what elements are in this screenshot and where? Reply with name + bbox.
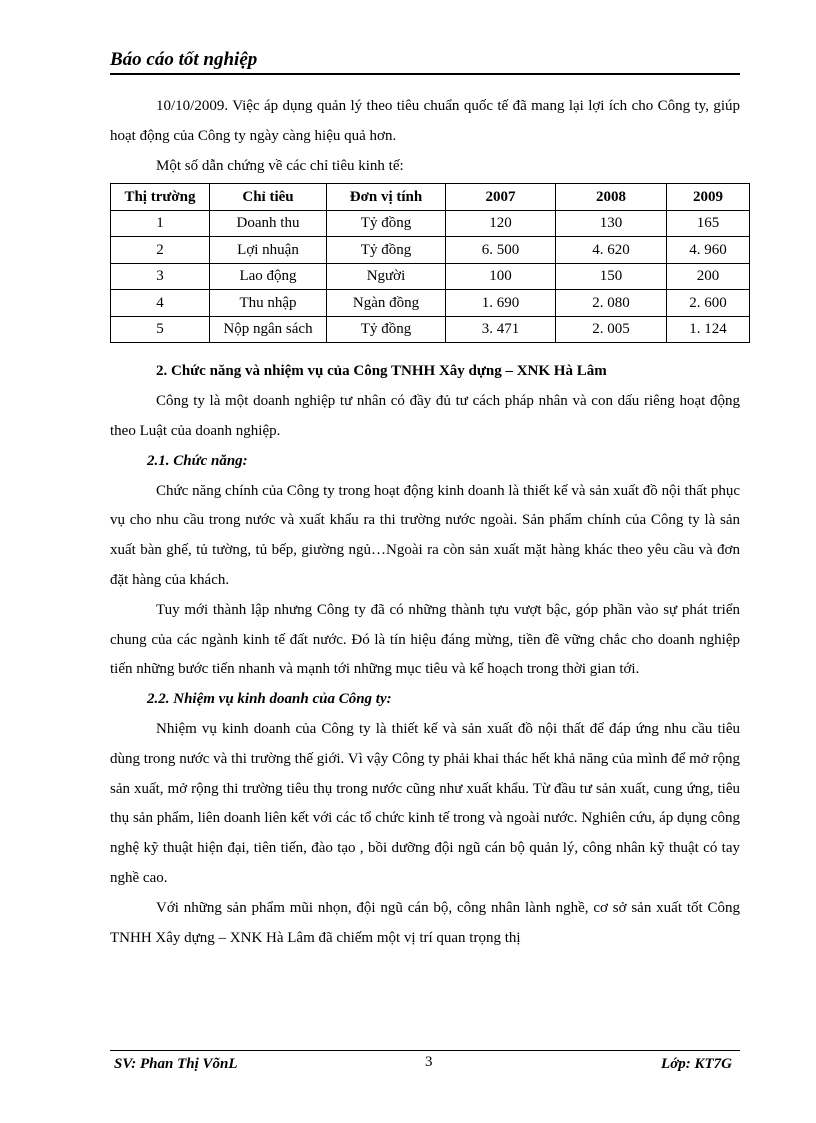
subsection-2-2-heading: 2.2. Nhiệm vụ kinh doanh của Công ty: [147,691,392,708]
section-2-heading: 2. Chức năng và nhiệm vụ của Công TNHH Xây dựng – XNK Hà Lâm [156,363,607,380]
header-title: Báo cáo tốt nghiệp [110,49,258,70]
footer-class: Lớp: KT7G [661,1056,732,1072]
table-cell: 165 [667,210,750,237]
footer-rule [110,1050,740,1051]
table-row [111,290,750,317]
table-cell: Tỷ đồng [327,210,446,237]
table-cell: Tỷ đồng [327,237,446,264]
evidence-intro: Một số dẫn chứng về các chỉ tiêu kinh tế: [156,157,404,174]
subsection-2-2-paragraph: Nhiệm vụ kinh doanh của Công ty là thiết kế và sản xuất đồ nội thất để đáp ứng nhu cầu tiêu dùng trong nước và thi trường thế giới. Vì vậy Công ty phải khai thác hết khả năng của mình để mở rộng sản xuất, mở rộng thi trường tiêu thụ trong nước cũng như xuất khẩu. Từ đầu tư sản xuất, cung ứng, tiêu thụ sản phẩm, liên doanh liên kết với các tổ chức kinh tế trong và ngoài nước. Nghiên cứu, áp dụng công nghệ kỹ thuật hiện đại, tiên tiến, đào tạo , bồi dưỡng đội ngũ cán bộ quản lý, công nhân kỹ thuật có tay nghề cao. [110,720,740,886]
table-header-row [111,184,750,211]
economic-indicators-table [110,183,750,343]
header-cell: Thị trường [111,184,210,211]
table-cell: 200 [667,263,750,290]
table-cell: 3 [111,263,210,290]
subsection-2-2-paragraph: Với những sản phẩm mũi nhọn, đội ngũ cán bộ, công nhân lành nghề, cơ sở sản xuất tốt Công TNHH Xây dựng – XNK Hà Lâm đã chiếm một vị trí quan trọng thị [110,899,740,946]
header-rule [110,73,740,75]
table-cell: 100 [446,263,556,290]
header-cell: 2007 [446,184,556,211]
table-cell: 4. 620 [556,237,667,264]
table-cell: 2. 080 [556,290,667,317]
table-cell: 3. 471 [446,316,556,343]
table-cell: Người [327,263,446,290]
table-cell: 150 [556,263,667,290]
table-cell: 120 [446,210,556,237]
table-cell: Nộp ngân sách [210,316,327,343]
table-cell: 2 [111,237,210,264]
table-cell: 4. 960 [667,237,750,264]
table-row [111,237,750,264]
table-cell: 1 [111,210,210,237]
table-cell: 4 [111,290,210,317]
header-cell: 2009 [667,184,750,211]
table-cell: Lao động [210,263,327,290]
page-number: 3 [425,1054,433,1070]
header-cell: 2008 [556,184,667,211]
table-cell: Doanh thu [210,210,327,237]
subsection-2-1-paragraph: Tuy mới thành lập nhưng Công ty đã có những thành tựu vượt bậc, góp phần vào sự phát triển chung của các ngành kinh tế đất nước. Đó là tín hiệu đáng mừng, tiền đề vững chắc cho doanh nghiệp tiến những bước tiến nhanh và mạnh tới những mục tiêu và kế hoạch trong thời gian tới. [110,601,740,678]
subsection-2-1-paragraph: Chức năng chính của Công ty trong hoạt động kinh doanh là thiết kế và sản xuất đồ nội thất phục vụ cho nhu cầu trong nước và xuất khẩu ra thi trường nước ngoài. Sản phẩm chính của Công ty là sản xuất bàn ghế, tủ tường, tủ bếp, giường ngủ…Ngoài ra còn sản xuất mặt hàng khác theo yêu cầu và đơn đặt hàng của khách. [110,482,740,588]
table-cell: 1. 690 [446,290,556,317]
table-cell: Ngàn đồng [327,290,446,317]
table-cell: Lợi nhuận [210,237,327,264]
footer-student: SV: Phan Thị VõnL [114,1056,238,1072]
subsection-2-1-heading: 2.1. Chức năng: [147,452,248,469]
table-row [111,316,750,343]
section-2-body: Công ty là một doanh nghiệp tư nhân có đầy đủ tư cách pháp nhân và con dấu riêng hoạt động theo Luật của doanh nghiệp. [110,393,740,439]
table-cell: 130 [556,210,667,237]
table-cell: 1. 124 [667,316,750,343]
table-cell: Tỷ đồng [327,316,446,343]
header-cell: Đơn vị tính [327,184,446,211]
table-cell: 2. 600 [667,290,750,317]
page-content [110,92,740,953]
table-cell: 6. 500 [446,237,556,264]
intro-paragraph: 10/10/2009. Việc áp dụng quản lý theo tiêu chuẩn quốc tế đã mang lại lợi ích cho Công ty, giúp hoạt động của Công ty ngày càng hiệu quả hơn. [110,98,740,144]
page-header [110,48,740,72]
table-cell: 2. 005 [556,316,667,343]
header-cell: Chỉ tiêu [210,184,327,211]
table-row [111,263,750,290]
table-cell: Thu nhập [210,290,327,317]
table-row [111,210,750,237]
table-cell: 5 [111,316,210,343]
